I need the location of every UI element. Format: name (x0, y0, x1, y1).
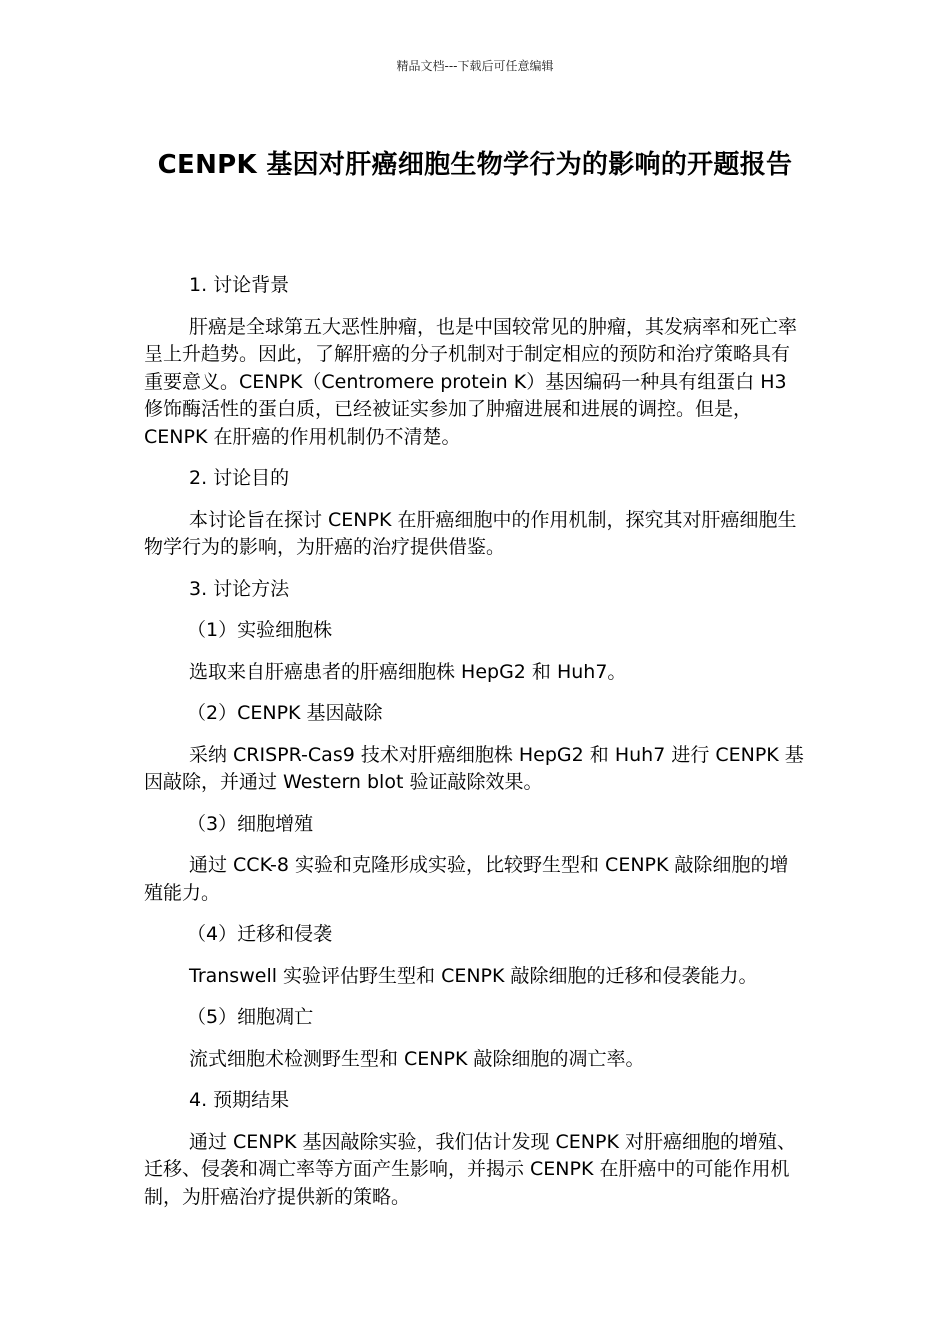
paragraph-migration-invasion: Transwell 实验评估野生型和 CENPK 敲除细胞的迁移和侵袭能力。 (189, 964, 758, 987)
subheading-migration-invasion: （4）迁移和侵袭 (187, 923, 333, 945)
section-heading-methods: 3. 讨论方法 (189, 577, 290, 600)
section-heading-purpose: 2. 讨论目的 (189, 467, 290, 489)
section-heading-background: 1. 讨论背景 (189, 274, 290, 296)
subheading-apoptosis: （5）细胞凋亡 (187, 1006, 314, 1028)
document-title: CENPK 基因对肝癌细胞生物学行为的影响的开题报告 (157, 150, 793, 180)
paragraph-gene-knockout: 采纳 CRISPR-Cas9 技术对肝癌细胞株 HepG2 和 Huh7 进行 CENPK 基因敲除，并通过 Western blot 验证敲除效果。 (144, 743, 804, 793)
document-body (144, 272, 806, 1225)
paragraph-purpose: 本讨论旨在探讨 CENPK 在肝癌细胞中的作用机制，探究其对肝癌细胞生物学行为的影响，为肝癌的治疗提供借鉴。 (144, 508, 797, 558)
page-header: 精品文档---下载后可任意编辑 (396, 59, 554, 73)
subheading-cell-lines: （1）实验细胞株 (187, 619, 333, 641)
paragraph-expected-results: 通过 CENPK 基因敲除实验，我们估计发现 CENPK 对肝癌细胞的增殖、迁移、侵袭和凋亡率等方面产生影响，并揭示 CENPK 在肝癌中的可能作用机制，为肝癌治疗提供新的策略。 (144, 1130, 796, 1208)
subheading-proliferation: （3）细胞增殖 (187, 812, 314, 835)
subheading-gene-knockout: （2）CENPK 基因敲除 (187, 702, 383, 724)
paragraph-apoptosis: 流式细胞术检测野生型和 CENPK 敲除细胞的凋亡率。 (189, 1047, 645, 1070)
paragraph-background: 肝癌是全球第五大恶性肿瘤，也是中国较常见的肿瘤，其发病率和死亡率呈上升趋势。因此，了解肝癌的分子机制对于制定相应的预防和治疗策略具有重要意义。CENPK（Centromere protein K）基因编码一种具有组蛋白 H3 修饰酶活性的蛋白质，已经被证实参加了肿瘤进展和进展的调控。但是，CENPK 在肝癌的作用机制仍不清楚。 (144, 315, 798, 448)
paragraph-proliferation: 通过 CCK-8 实验和克隆形成实验，比较野生型和 CENPK 敲除细胞的增殖能力。 (144, 854, 789, 904)
paragraph-cell-lines: 选取来自肝癌患者的肝癌细胞株 HepG2 和 Huh7。 (189, 660, 627, 683)
section-heading-expected-results: 4. 预期结果 (189, 1089, 290, 1111)
